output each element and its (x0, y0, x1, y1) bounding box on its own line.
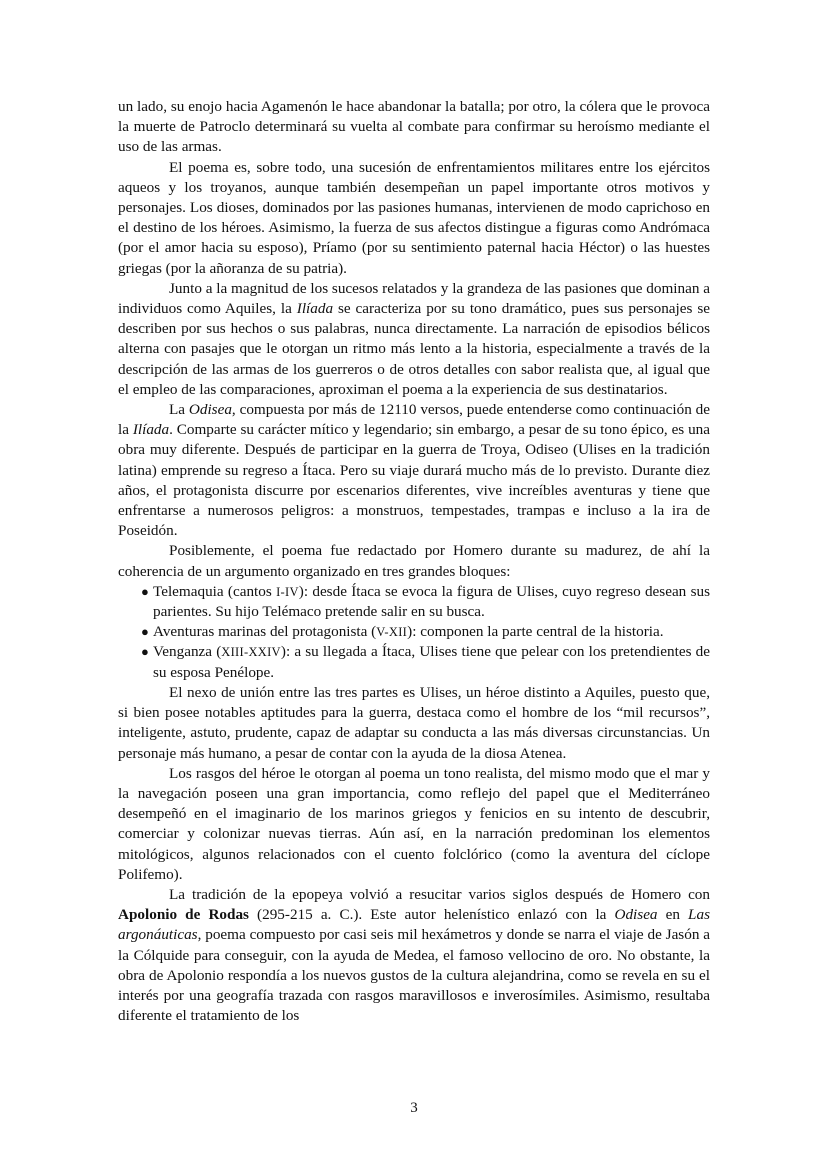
canto-range: XIII-XXIV (221, 645, 281, 660)
text-run: , poema compuesto por casi seis mil hexámetros y donde se narra el viaje de Jasón a la Cólquide para conseguir, con la ayuda de Medea, el famoso vellocino de oro. No obstante, la obra de Apolonio respondía a los nuevos gustos de la cultura alejandrina, como se revela en su el interés por una geografía trazada con rasgos maravillosos e inverosímiles. Asimismo, resultaba diferente el tratamiento de los (118, 926, 710, 1025)
bullet-icon: ● (141, 644, 149, 660)
canto-range: I-IV (276, 584, 299, 599)
text-run: , compuesta por más de 12110 versos, puede entenderse como continuación de la (118, 401, 710, 439)
work-title: Las argonáuticas (118, 906, 710, 944)
paragraph-3 (118, 279, 710, 400)
author-name: Apolonio de Rodas (118, 906, 249, 924)
paragraph-8 (118, 885, 710, 1026)
bullet-icon: ● (141, 624, 149, 640)
text-run: La tradición de la epopeya volvió a resucitar varios siglos después de Homero con (169, 885, 710, 903)
text-run: Telemaquia (cantos (153, 582, 277, 600)
text-run: . Comparte su carácter mítico y legendario; sin embargo, a pesar de su tono épico, es una obra muy diferente. Después de participar en la guerra de Troya, Odiseo (Ulises en la tradición latina) emprende su regreso a Ítaca. Pero su viaje durará mucho más de lo previsto. Durante diez años, el protagonista discurre por escenarios diferentes, vive increíbles aventuras y tiene que enfrentarse a numerosos peligros: a monstruos, tempestades, trampas e incluso a la ira de Poseidón. (118, 421, 711, 540)
canto-range: V-XII (376, 625, 408, 640)
text-run: Venganza ( (153, 643, 222, 661)
paragraph-4 (118, 400, 710, 541)
text-run: en (657, 906, 689, 924)
work-title: Odisea (614, 906, 658, 924)
list-item (118, 582, 710, 622)
text-run: ): a su llegada a Ítaca, Ulises tiene que pelear con los pretendientes de su esposa Penélope. (153, 643, 710, 681)
list-item (118, 642, 710, 682)
paragraph-5: Posiblemente, el poema fue redactado por Homero durante su madurez, de ahí la coherencia de un argumento organizado en tres grandes bloques: (118, 542, 710, 580)
paragraph-2: El poema es, sobre todo, una sucesión de enfrentamientos militares entre los ejércitos aqueos y los troyanos, aunque también desempeñan un papel importante otros motivos y personajes. Los dioses, dominados por las pasiones humanas, intervienen de modo caprichoso en el destino de los héroes. Asimismo, la fuerza de sus afectos distingue a figuras como Andrómaca (por el amor hacia su esposo), Príamo (por su sentimiento paternal hacia Héctor) o las huestes griegas (por la añoranza de su patria). (118, 158, 710, 277)
list-item (118, 622, 710, 642)
text-run: (295-215 a. C.). Este autor helenístico enlazó con la (248, 906, 615, 924)
paragraph-1: un lado, su enojo hacia Agamenón le hace abandonar la batalla; por otro, la cólera que le provoca la muerte de Patroclo determinará su vuelta al combate para confirmar su heroísmo mediante el uso de las armas. (118, 98, 710, 156)
work-title: Odisea (188, 401, 232, 419)
work-title: Ilíada (296, 300, 334, 318)
text-run: Junto a la magnitud de los sucesos relatados y la grandeza de las pasiones que dominan a individuos como Aquiles, la (118, 279, 710, 318)
text-run: ): componen la parte central de la historia. (407, 623, 664, 641)
paragraph-7: Los rasgos del héroe le otorgan al poema un tono realista, del mismo modo que el mar y la navegación poseen una gran importancia, como reflejo del papel que el Mediterráneo desempeñó en el imaginario de los marinos griegos y fenicios en su intento de descubrir, comerciar y colonizar nuevas tierras. Aún así, en la narración predominan los elementos mitológicos, algunos relacionados con el cuento folclórico (como la aventura del cíclope Polifemo). (118, 764, 710, 883)
text-run: se caracteriza por su tono dramático, pues sus personajes se describen por sus hechos o sus palabras, nunca directamente. La narración de episodios bélicos alterna con pasajes que le otorgan un ritmo más lento a la historia, especialmente a través de la descripción de las armas de los guerreros o de otros detalles con sabor realista que, al igual que el empleo de las comparaciones, aproximan el poema a la experiencia de sus destinatarios. (118, 300, 710, 398)
text-run: La (169, 401, 189, 419)
document-body (118, 97, 710, 1026)
work-title: Ilíada (132, 421, 170, 439)
text-run: ): desde Ítaca se evoca la figura de Ulises, cuyo regreso desean sus parientes. Su hijo Telémaco pretende salir en su busca. (153, 582, 710, 621)
bullet-list (118, 582, 710, 683)
text-run: Aventuras marinas del protagonista ( (153, 623, 377, 641)
paragraph-6: El nexo de unión entre las tres partes es Ulises, un héroe distinto a Aquiles, puesto que, si bien posee notables aptitudes para la guerra, destaca como el hombre de los “mil recursos”, inteligente, astuto, prudente, capaz de adaptar su conducta a las más diversas circunstancias. Un personaje más humano, a pesar de contar con la ayuda de la diosa Atenea. (118, 683, 710, 762)
bullet-icon: ● (141, 583, 149, 599)
page-number: 3 (410, 1100, 418, 1116)
